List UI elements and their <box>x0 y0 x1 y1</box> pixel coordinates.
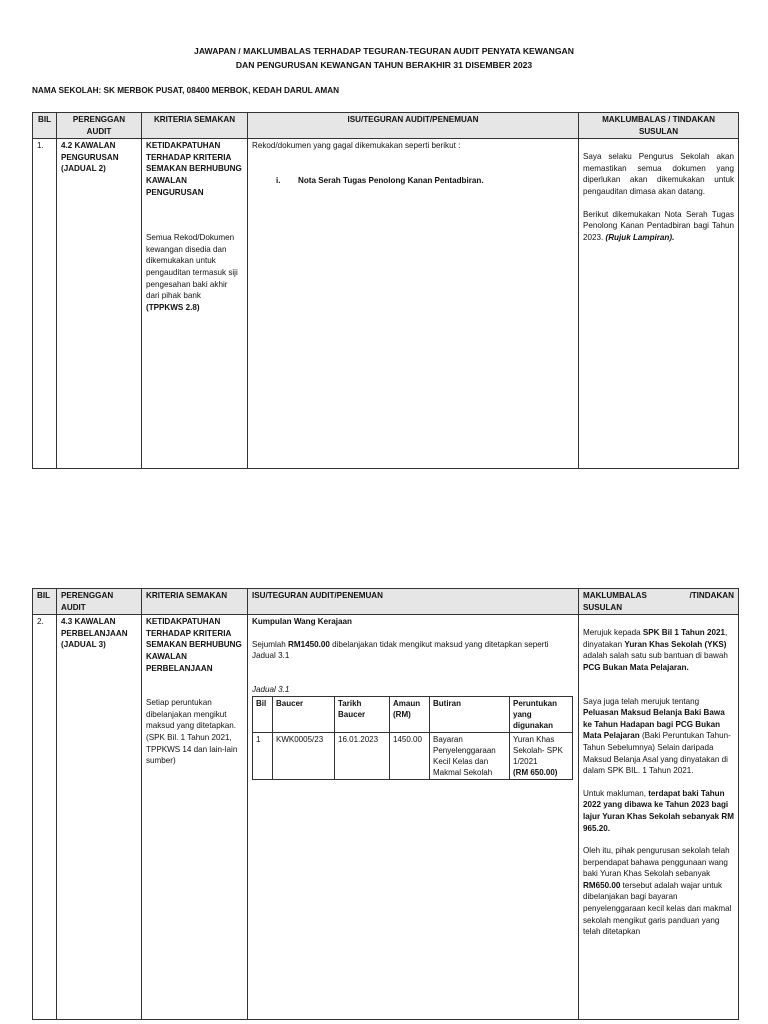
mb2-b: Peluasan Maksud Belanja Baki Bawa ke Tahun Hadapan bagi PCG Bukan Mata Pelajaran <box>583 708 725 741</box>
row-perenggan: 4.2 KAWALAN PENGURUSAN (JADUAL 2) <box>57 139 142 469</box>
table-row <box>33 615 739 1020</box>
kriteria-ref: (TPPKWS 2.8) <box>146 302 200 312</box>
row-maklumbalas <box>579 139 739 469</box>
row-kriteria <box>142 615 248 1020</box>
isu-item-number: i. <box>276 175 281 185</box>
maklumbalas-p2-ref: (Rujuk Lampiran). <box>605 232 675 242</box>
row-isu <box>248 139 579 469</box>
jadual-peruntukan-amount: (RM 650.00) <box>513 767 558 777</box>
maklumbalas-p2 <box>583 209 734 244</box>
maklumbalas-p2-text: Berikut dikemukakan Nota Serah Tugas Penolong Kanan Pentadbiran bagi Tahun 2023. <box>583 209 734 242</box>
mb1-f: PCG Bukan Mata Pelajaran. <box>583 662 689 672</box>
col-perenggan-line1: PERENGGAN <box>61 591 114 600</box>
mb1-b: SPK Bil 1 Tahun 2021 <box>642 628 726 638</box>
mb2-a: Saya juga telah merujuk tentang <box>583 696 700 706</box>
audit-table-1 <box>32 112 739 469</box>
mb1-e: adalah salah satu sub bantuan di bawah <box>583 651 728 661</box>
mb4-c: tersebut adalah wajar untuk dibelanjakan bagi bayaran penyelenggaraan kecil kelas dan makmal sekolah mengikut garis panduan yang telah ditetapkan <box>583 880 732 937</box>
maklumbalas-p4 <box>583 845 734 938</box>
jadual-cell-peruntukan <box>510 732 573 779</box>
row-bil: 2. <box>33 615 57 1020</box>
isu-text-a: Sejumlah <box>252 639 286 649</box>
row-bil: 1. <box>33 139 57 469</box>
maklumbalas-p3 <box>583 788 734 834</box>
document-title-line1: JAWAPAN / MAKLUMBALAS TERHADAP TEGURAN-TEGURAN AUDIT PENYATA KEWANGAN <box>194 46 574 56</box>
row-kriteria <box>142 139 248 469</box>
mb2-c: (Baki Peruntukan Tahun- Tahun Sebelumnya) Selain daripada Maksud Belanja Asal yang dinyatakan di dalam SPK BIL. 1 Tahun 2021. <box>583 731 731 776</box>
kriteria-title: KETIDAKPATUHAN TERHADAP KRITERIA SEMAKAN BERHUBUNG KAWALAN PENGURUSAN <box>146 141 242 197</box>
col-maklumbalas <box>579 589 739 615</box>
jadual-col-baucer: Baucer <box>273 696 335 732</box>
mb1-a: Merujuk kepada <box>583 628 641 638</box>
jadual-col-tarikh: Tarikh Baucer <box>335 696 390 732</box>
kriteria-text: Setiap peruntukan dibelanjakan mengikut maksud yang ditetapkan. (SPK Bil. 1 Tahun 2021, TPPKWS 14 dan lain-lain sumber) <box>146 698 238 766</box>
row-isu <box>248 615 579 1020</box>
jadual-col-bil: Bil <box>253 696 273 732</box>
jadual-row <box>253 732 573 779</box>
col-maklumbalas-word1: MAKLUMBALAS <box>583 591 647 600</box>
isu-text <box>252 639 574 662</box>
col-perenggan: PERENGGAN AUDIT <box>57 113 142 139</box>
document-title-line2: DAN PENGURUSAN KEWANGAN TAHUN BERAKHIR 31 DISEMBER 2023 <box>235 60 533 70</box>
col-kriteria: KRITERIA SEMAKAN <box>142 113 248 139</box>
isu-intro: Rekod/dokumen yang gagal dikemukakan seperti berikut : <box>252 141 461 151</box>
isu-list-item <box>252 175 574 187</box>
row-perenggan: 4.3 KAWALAN PERBELANJAAN (JADUAL 3) <box>57 615 142 1020</box>
table-header-row <box>33 589 739 615</box>
col-maklumbalas-word2: /TINDAKAN <box>689 591 734 600</box>
mb1-c: , dinyatakan <box>583 628 728 649</box>
maklumbalas-p2 <box>583 696 734 777</box>
jadual-cell-tarikh: 16.01.2023 <box>335 732 390 779</box>
jadual-cell-butiran: Bayaran Penyelenggaraan Kecil Kelas dan Makmal Sekolah <box>430 732 510 779</box>
isu-heading: Kumpulan Wang Kerajaan <box>252 617 352 627</box>
jadual-cell-baucer: KWK0005/23 <box>273 732 335 779</box>
col-bil: BIL <box>33 113 57 139</box>
col-isu: ISU/TEGURAN AUDIT/PENEMUAN <box>248 589 579 615</box>
col-maklumbalas: MAKLUMBALAS / TINDAKAN SUSULAN <box>579 113 739 139</box>
col-maklumbalas-line2: SUSULAN <box>583 602 623 612</box>
mb3-b: terdapat baki Tahun 2022 yang dibawa ke Tahun 2023 bagi lajur Yuran Khas Sekolah sebanyak RM 965.20. <box>583 788 734 833</box>
audit-table-2 <box>32 588 739 1020</box>
col-maklumbalas-line1 <box>583 590 734 602</box>
jadual-cell-bil: 1 <box>253 732 273 779</box>
school-name: NAMA SEKOLAH: SK MERBOK PUSAT, 08400 MERBOK, KEDAH DARUL AMAN <box>32 86 340 95</box>
table-header-row <box>33 113 739 139</box>
col-bil: BIL <box>33 589 57 615</box>
col-isu: ISU/TEGURAN AUDIT/PENEMUAN <box>248 113 579 139</box>
isu-text-b: dibelanjakan tidak mengikut maksud yang ditetapkan seperti Jadual 3.1 <box>252 639 549 661</box>
jadual-cell-amaun: 1450.00 <box>390 732 430 779</box>
mb4-a: Oleh itu, pihak pengurusan sekolah telah berpendapat bahawa penggunaan wang baki Yuran Khas Sekolah sebanyak <box>583 846 730 879</box>
mb3-a: Untuk makluman, <box>583 788 646 798</box>
jadual-peruntukan-text: Yuran Khas Sekolah- SPK 1/2021 <box>513 734 563 766</box>
col-kriteria: KRITERIA SEMAKAN <box>142 589 248 615</box>
maklumbalas-p1 <box>583 627 734 673</box>
jadual-header-row <box>253 696 573 732</box>
kriteria-text: Semua Rekod/Dokumen kewangan disedia dan dikemukakan untuk pengauditan termasuk siji pengesahan baki akhir dari pihak bank <box>146 233 238 301</box>
mb1-d: Yuran Khas Sekolah (YKS) <box>624 639 727 649</box>
mb4-b: RM650.00 <box>583 880 621 890</box>
jadual-col-peruntukan: Peruntukan yang digunakan <box>510 696 573 732</box>
jadual-label: Jadual 3.1 <box>252 684 290 694</box>
maklumbalas-p1: Saya selaku Pengurus Sekolah akan memastikan semua dokumen yang diperlukan akan dikemukakan untuk pengauditan dimasa akan datang. <box>583 152 734 196</box>
col-perenggan-line2: AUDIT <box>61 602 86 612</box>
jadual-3-1-table <box>252 696 573 780</box>
kriteria-title: KETIDAKPATUHAN TERHADAP KRITERIA SEMAKAN BERHUBUNG KAWALAN PERBELANJAAN <box>146 617 242 673</box>
row-maklumbalas <box>579 615 739 1020</box>
jadual-col-butiran: Butiran <box>430 696 510 732</box>
jadual-col-amaun: Amaun (RM) <box>390 696 430 732</box>
isu-amount: RM1450.00 <box>288 639 330 649</box>
table-row <box>33 139 739 469</box>
isu-item-text: Nota Serah Tugas Penolong Kanan Pentadbiran. <box>298 175 484 185</box>
col-perenggan <box>57 589 142 615</box>
